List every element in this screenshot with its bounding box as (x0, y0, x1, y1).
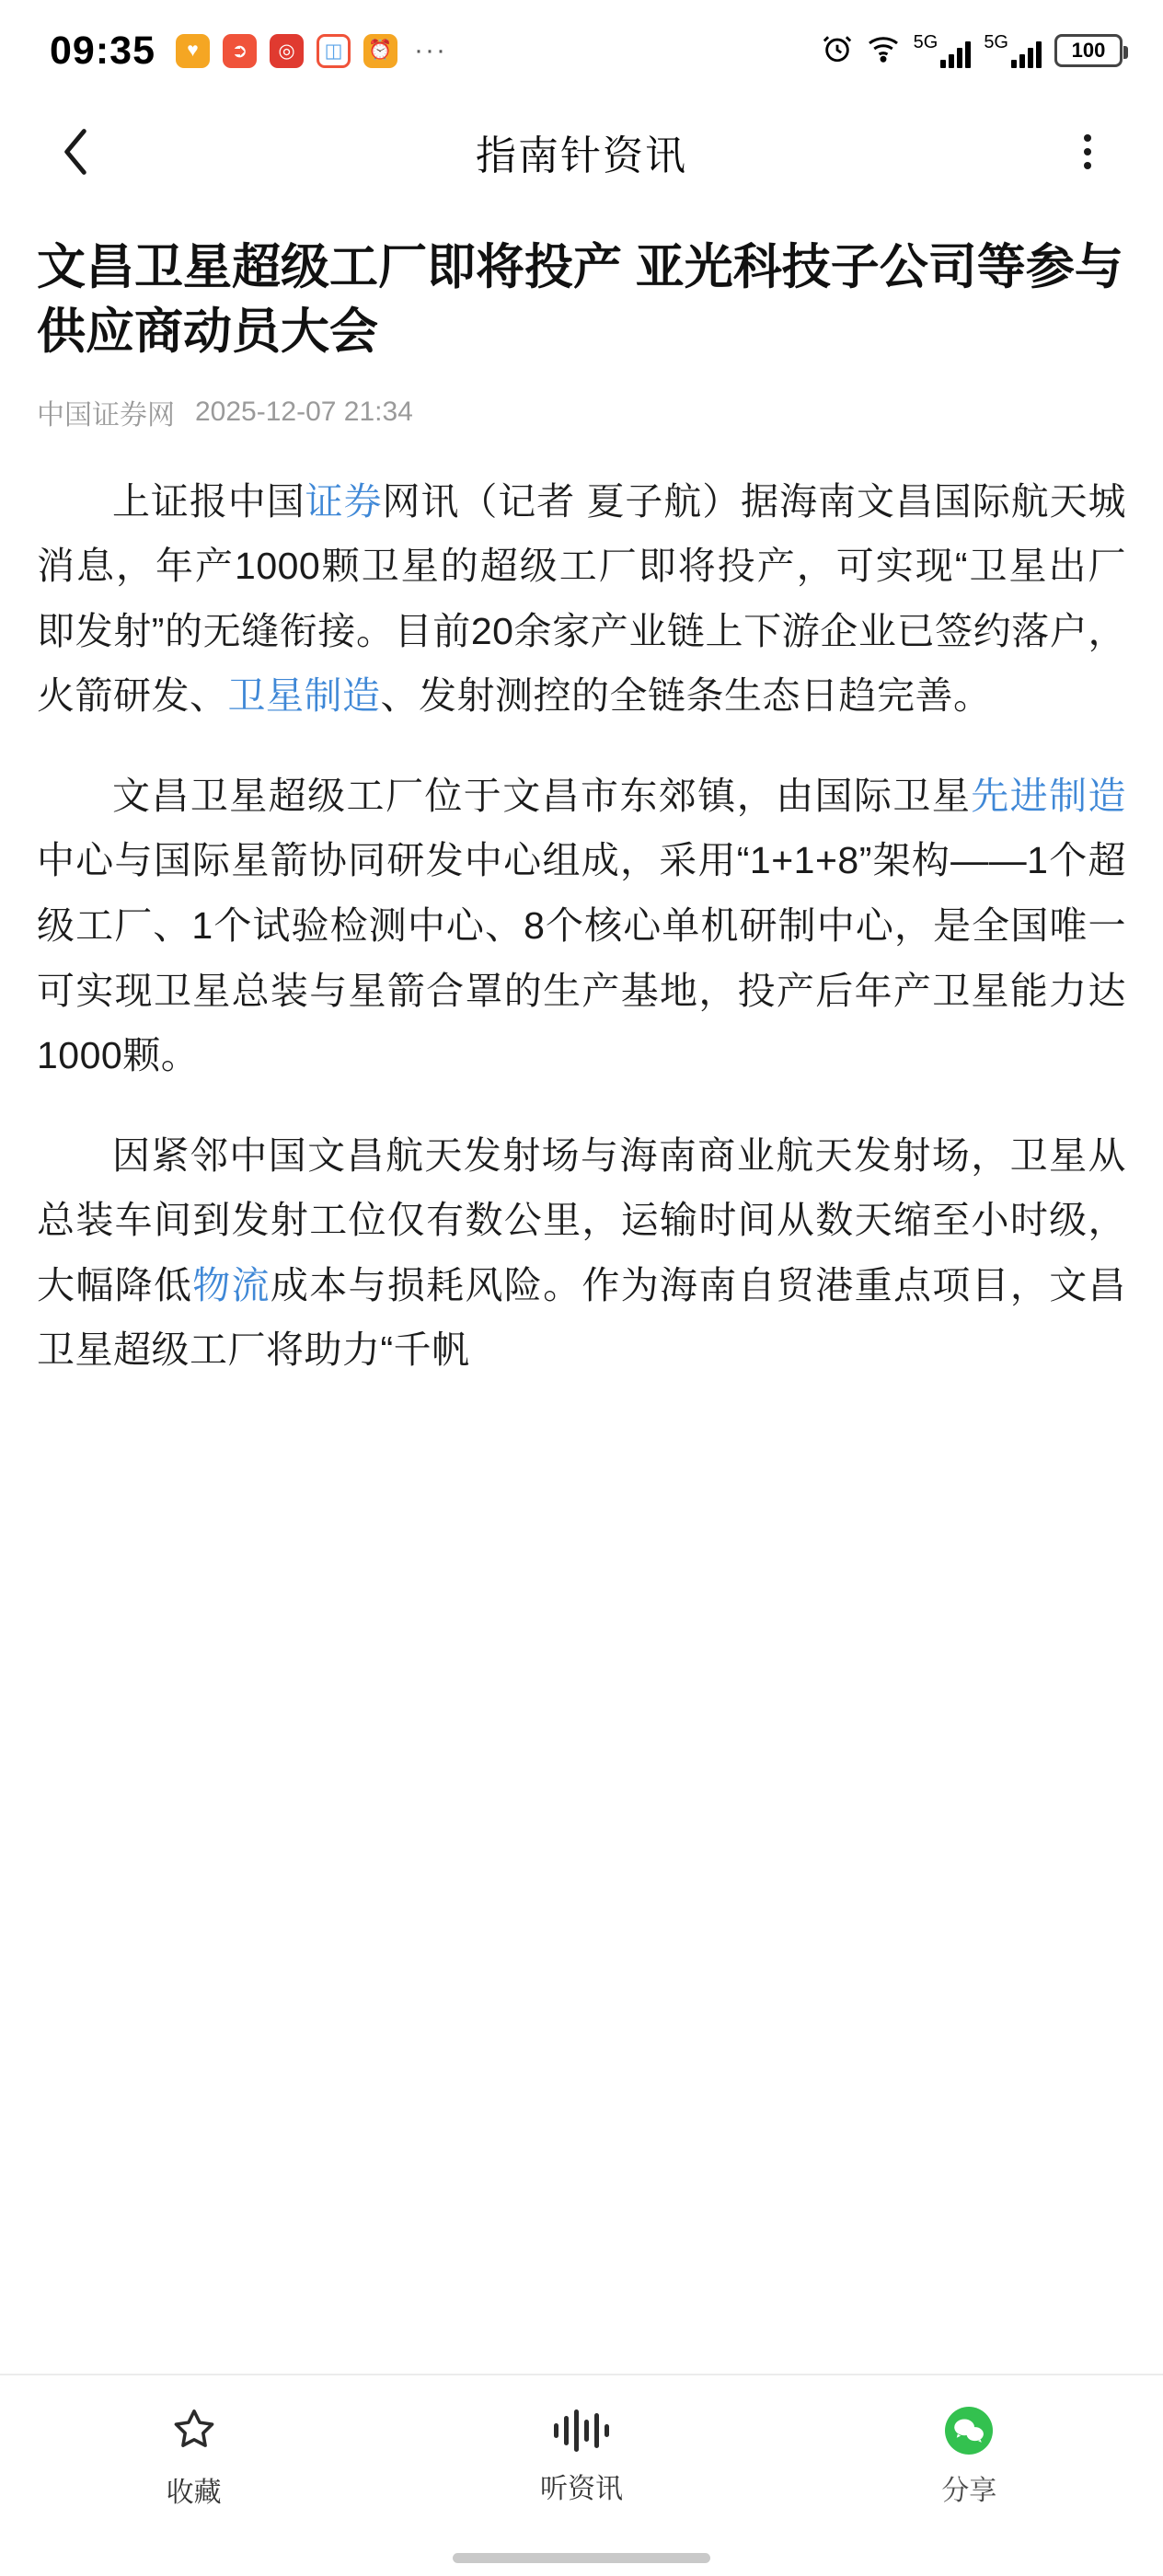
favorite-label: 收藏 (166, 2477, 222, 2508)
back-button[interactable] (48, 124, 103, 179)
battery-percent: 100 (1071, 39, 1106, 62)
content-fade (0, 2291, 1163, 2374)
home-indicator-bar (453, 2553, 710, 2563)
book-icon: ◫ (317, 34, 351, 68)
status-overflow: ··· (413, 35, 447, 65)
listen-label: 听资讯 (539, 2474, 623, 2504)
status-bar-right (822, 33, 1123, 69)
favorite-button[interactable] (0, 2406, 387, 2510)
inline-link[interactable]: 卫星制造 (227, 674, 381, 718)
nav-bar (0, 101, 1163, 202)
battery-indicator (1054, 34, 1123, 67)
wechat-icon (945, 2407, 993, 2455)
star-icon (171, 2406, 217, 2456)
article-paragraph (37, 764, 1126, 1088)
alarm-app-icon: ⏰ (363, 34, 397, 68)
status-bar (0, 0, 1163, 101)
listen-button[interactable] (387, 2409, 775, 2506)
target-icon: ◎ (270, 34, 304, 68)
home-indicator[interactable] (0, 2539, 1163, 2576)
article-source: 中国证券网 (37, 399, 175, 431)
paragraph-text: 、发射测控的全链条生态日趋完善。 (380, 674, 992, 718)
article-headline: 文昌卫星超级工厂即将投产 亚光科技子公司等参与供应商动员大会 (37, 240, 1123, 359)
inline-link[interactable]: 先进制造 (971, 774, 1127, 817)
article-paragraph (37, 1123, 1126, 1383)
paragraph-text: 网讯（记者 夏子航）据海南文昌国际航天城消息，年产1000颗卫星的超级工厂即将投产，可实现“卫星出厂即发射”的无缝衔接。目前20余家产业链上下游企业已签约落户，火箭研发、 (37, 479, 1127, 718)
article-meta (37, 392, 1126, 432)
heart-icon: ♥ (176, 34, 210, 68)
alarm-icon (822, 33, 853, 69)
chevron-left-icon (60, 126, 91, 178)
paragraph-text: 成本与损耗风险。作为海南自贸港重点项目，文昌卫星超级工厂将助力“千帆 (37, 1263, 1127, 1372)
inline-link[interactable]: 证券 (305, 479, 383, 523)
article-paragraphs (37, 469, 1126, 1383)
article-body[interactable] (0, 202, 1163, 2374)
paragraph-text: 文昌卫星超级工厂位于文昌市东郊镇，由国际卫星 (112, 774, 972, 817)
paragraph-text: 因紧邻中国文昌航天发射场与海南商业航天发射场，卫星从总装车间到发射工位仅有数公里，运输时间从数天缩至小时级，大幅降低 (37, 1133, 1126, 1306)
network-indicator-2: 5G (984, 33, 1042, 68)
share-button[interactable] (776, 2407, 1163, 2508)
article-paragraph (37, 469, 1126, 729)
share-label: 分享 (941, 2476, 997, 2506)
status-time: 09:35 (50, 28, 155, 73)
rocket-icon: ➲ (223, 34, 257, 68)
paragraph-text: 上证报中国 (112, 479, 305, 523)
more-menu-button[interactable] (1060, 124, 1115, 179)
article-datetime: 2025-12-07 21:34 (195, 396, 413, 427)
inline-link[interactable]: 物流 (192, 1263, 271, 1306)
network-indicator-1: 5G (914, 33, 972, 68)
audio-wave-icon (554, 2409, 609, 2453)
bottom-toolbar (0, 2374, 1163, 2539)
status-bar-left (50, 29, 447, 74)
wifi-icon (866, 35, 901, 67)
page-title: 指南针资讯 (476, 133, 687, 178)
paragraph-text: 中心与国际星箭协同研发中心组成，采用“1+1+8”架构——1个超级工厂、1个试验检测中心、8个核心单机研制中心，是全国唯一可实现卫星总装与星箭合罩的生产基地，投产后年产卫星能力达1000颗。 (37, 839, 1126, 1077)
